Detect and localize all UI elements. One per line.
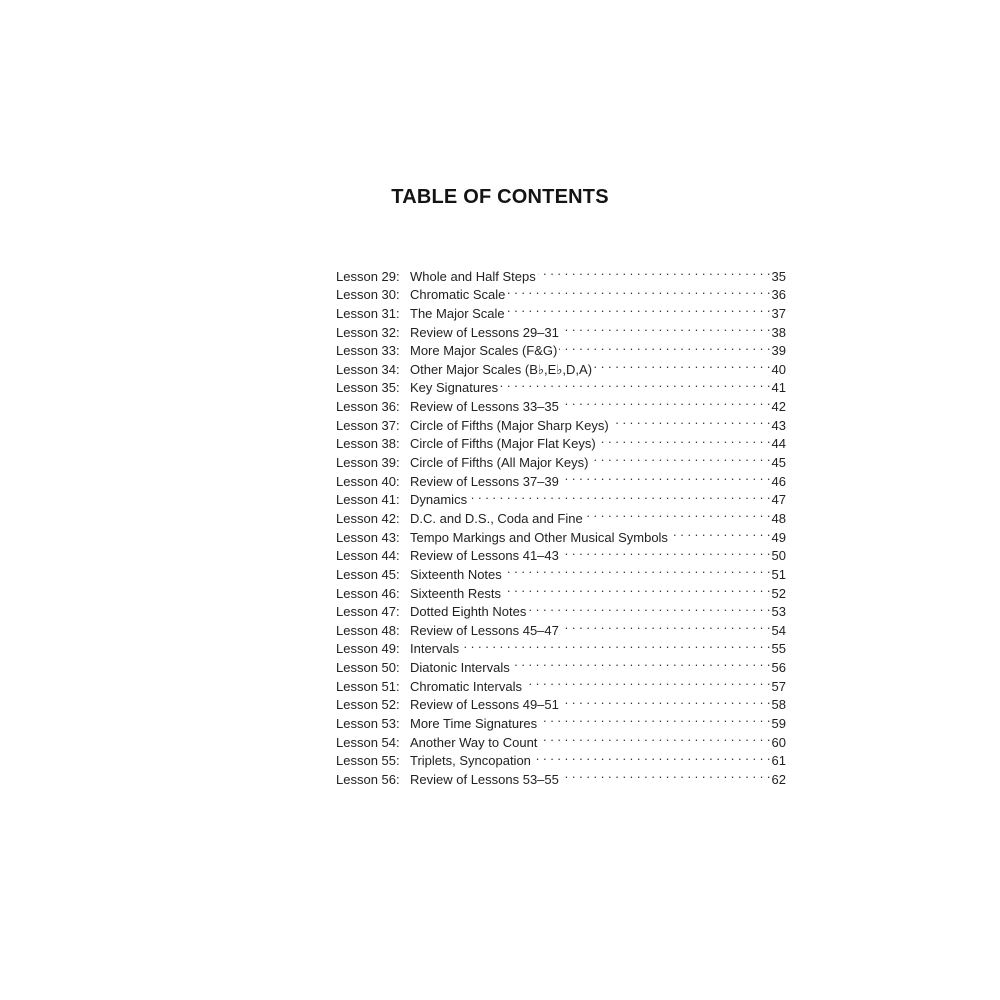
lesson-title: Circle of Fifths (Major Sharp Keys) [410, 417, 609, 433]
page-number: 46 [771, 473, 786, 489]
dot-leader [524, 672, 771, 691]
lesson-number: Lesson 37: [336, 417, 400, 433]
lesson-title: Chromatic Scale [410, 287, 506, 303]
lesson-title: Tempo Markings and Other Musical Symbols [410, 529, 668, 545]
page-number: 41 [771, 380, 786, 396]
lesson-title: Sixteenth Notes [410, 566, 502, 582]
dot-leader [561, 392, 771, 411]
dot-leader [512, 653, 771, 672]
page-number: 49 [771, 529, 786, 545]
dot-leader [461, 635, 770, 654]
page-number: 56 [771, 660, 786, 676]
lesson-title: Review of Lessons 33–35 [410, 399, 559, 415]
lesson-number: Lesson 49: [336, 641, 400, 657]
page-title: TABLE OF CONTENTS [391, 186, 609, 208]
page-number: 59 [771, 716, 786, 732]
dot-leader [561, 616, 771, 635]
lesson-number: Lesson 31: [336, 305, 400, 321]
lesson-title: Triplets, Syncopation [410, 753, 531, 769]
lesson-number: Lesson 34: [336, 361, 400, 377]
page-number: 39 [771, 343, 786, 359]
dot-leader [559, 337, 770, 356]
lesson-title: Another Way to Count [410, 734, 538, 750]
lesson-title: D.C. and D.S., Coda and Fine [410, 510, 583, 526]
lesson-number: Lesson 45: [336, 566, 400, 582]
page-number: 57 [771, 678, 786, 694]
dot-leader [504, 560, 771, 579]
lesson-number: Lesson 29: [336, 268, 400, 284]
lesson-title: Review of Lessons 53–55 [410, 771, 559, 787]
dot-leader [590, 448, 770, 467]
dot-leader [538, 262, 771, 281]
lesson-title: Review of Lessons 37–39 [410, 473, 559, 489]
dot-leader [561, 318, 771, 337]
dot-leader [539, 728, 770, 747]
page-number: 42 [771, 399, 786, 415]
dot-leader [533, 747, 771, 766]
page-number: 53 [771, 604, 786, 620]
lesson-title: Review of Lessons 49–51 [410, 697, 559, 713]
dot-leader [561, 542, 771, 561]
dot-leader [500, 374, 770, 393]
page-number: 61 [771, 753, 786, 769]
dot-leader [539, 709, 770, 728]
lesson-number: Lesson 54: [336, 734, 400, 750]
lesson-number: Lesson 42: [336, 510, 400, 526]
lesson-number: Lesson 39: [336, 455, 400, 471]
lesson-title: Key Signatures [410, 380, 499, 396]
lesson-title: Diatonic Intervals [410, 660, 510, 676]
page-number: 45 [771, 455, 786, 471]
lesson-title: Review of Lessons 45–47 [410, 622, 559, 638]
dot-leader [561, 765, 771, 784]
lesson-title: Chromatic Intervals [410, 678, 522, 694]
lesson-number: Lesson 47: [336, 604, 400, 620]
lesson-title: Intervals [410, 641, 460, 657]
lesson-number: Lesson 33: [336, 343, 400, 359]
lesson-number: Lesson 35: [336, 380, 400, 396]
page-number: 40 [771, 361, 786, 377]
page-number: 52 [771, 585, 786, 601]
lesson-number: Lesson 32: [336, 324, 400, 340]
lesson-number: Lesson 36: [336, 399, 400, 415]
lesson-title: Whole and Half Steps [410, 268, 536, 284]
lesson-number: Lesson 53: [336, 716, 400, 732]
lesson-title: Circle of Fifths (All Major Keys) [410, 455, 589, 471]
toc-entry [336, 262, 786, 284]
page-number: 51 [771, 566, 786, 582]
page-number: 50 [771, 548, 786, 564]
lesson-title: Other Major Scales (B♭,E♭,D,A) [410, 361, 593, 377]
dot-leader [507, 281, 770, 300]
lesson-number: Lesson 38: [336, 436, 400, 452]
lesson-title: Dotted Eighth Notes [410, 604, 527, 620]
lesson-number: Lesson 40: [336, 473, 400, 489]
page-number: 37 [771, 305, 786, 321]
page-number: 44 [771, 436, 786, 452]
page-number: 55 [771, 641, 786, 657]
dot-leader [469, 486, 770, 505]
lesson-number: Lesson 52: [336, 697, 400, 713]
dot-leader [561, 467, 771, 486]
page-number: 48 [771, 510, 786, 526]
page-number: 36 [771, 287, 786, 303]
dot-leader [598, 430, 771, 449]
lesson-title: Dynamics [410, 492, 468, 508]
dot-leader [585, 504, 771, 523]
dot-leader [594, 355, 770, 374]
lesson-number: Lesson 51: [336, 678, 400, 694]
lesson-number: Lesson 46: [336, 585, 400, 601]
lesson-number: Lesson 55: [336, 753, 400, 769]
dot-leader [611, 411, 771, 430]
lesson-title: Review of Lessons 41–43 [410, 548, 559, 564]
page-number: 43 [771, 417, 786, 433]
page-number: 38 [771, 324, 786, 340]
lesson-title: More Major Scales (F&G) [410, 343, 558, 359]
lesson-number: Lesson 44: [336, 548, 400, 564]
lesson-title: The Major Scale [410, 305, 505, 321]
dot-leader [503, 579, 770, 598]
table-of-contents [336, 262, 786, 787]
page-number: 62 [771, 771, 786, 787]
lesson-number: Lesson 50: [336, 660, 400, 676]
dot-leader [561, 691, 771, 710]
lesson-number: Lesson 48: [336, 622, 400, 638]
page-number: 47 [771, 492, 786, 508]
dot-leader [670, 523, 771, 542]
lesson-title: Sixteenth Rests [410, 585, 502, 601]
lesson-title: Review of Lessons 29–31 [410, 324, 559, 340]
dot-leader [528, 598, 770, 617]
page-number: 58 [771, 697, 786, 713]
lesson-number: Lesson 30: [336, 287, 400, 303]
dot-leader [507, 299, 771, 318]
page-number: 60 [771, 734, 786, 750]
lesson-number: Lesson 43: [336, 529, 400, 545]
lesson-number: Lesson 41: [336, 492, 400, 508]
lesson-title: Circle of Fifths (Major Flat Keys) [410, 436, 596, 452]
page-number: 54 [771, 622, 786, 638]
lesson-number: Lesson 56: [336, 771, 400, 787]
page-number: 35 [771, 268, 786, 284]
lesson-title: More Time Signatures [410, 716, 538, 732]
